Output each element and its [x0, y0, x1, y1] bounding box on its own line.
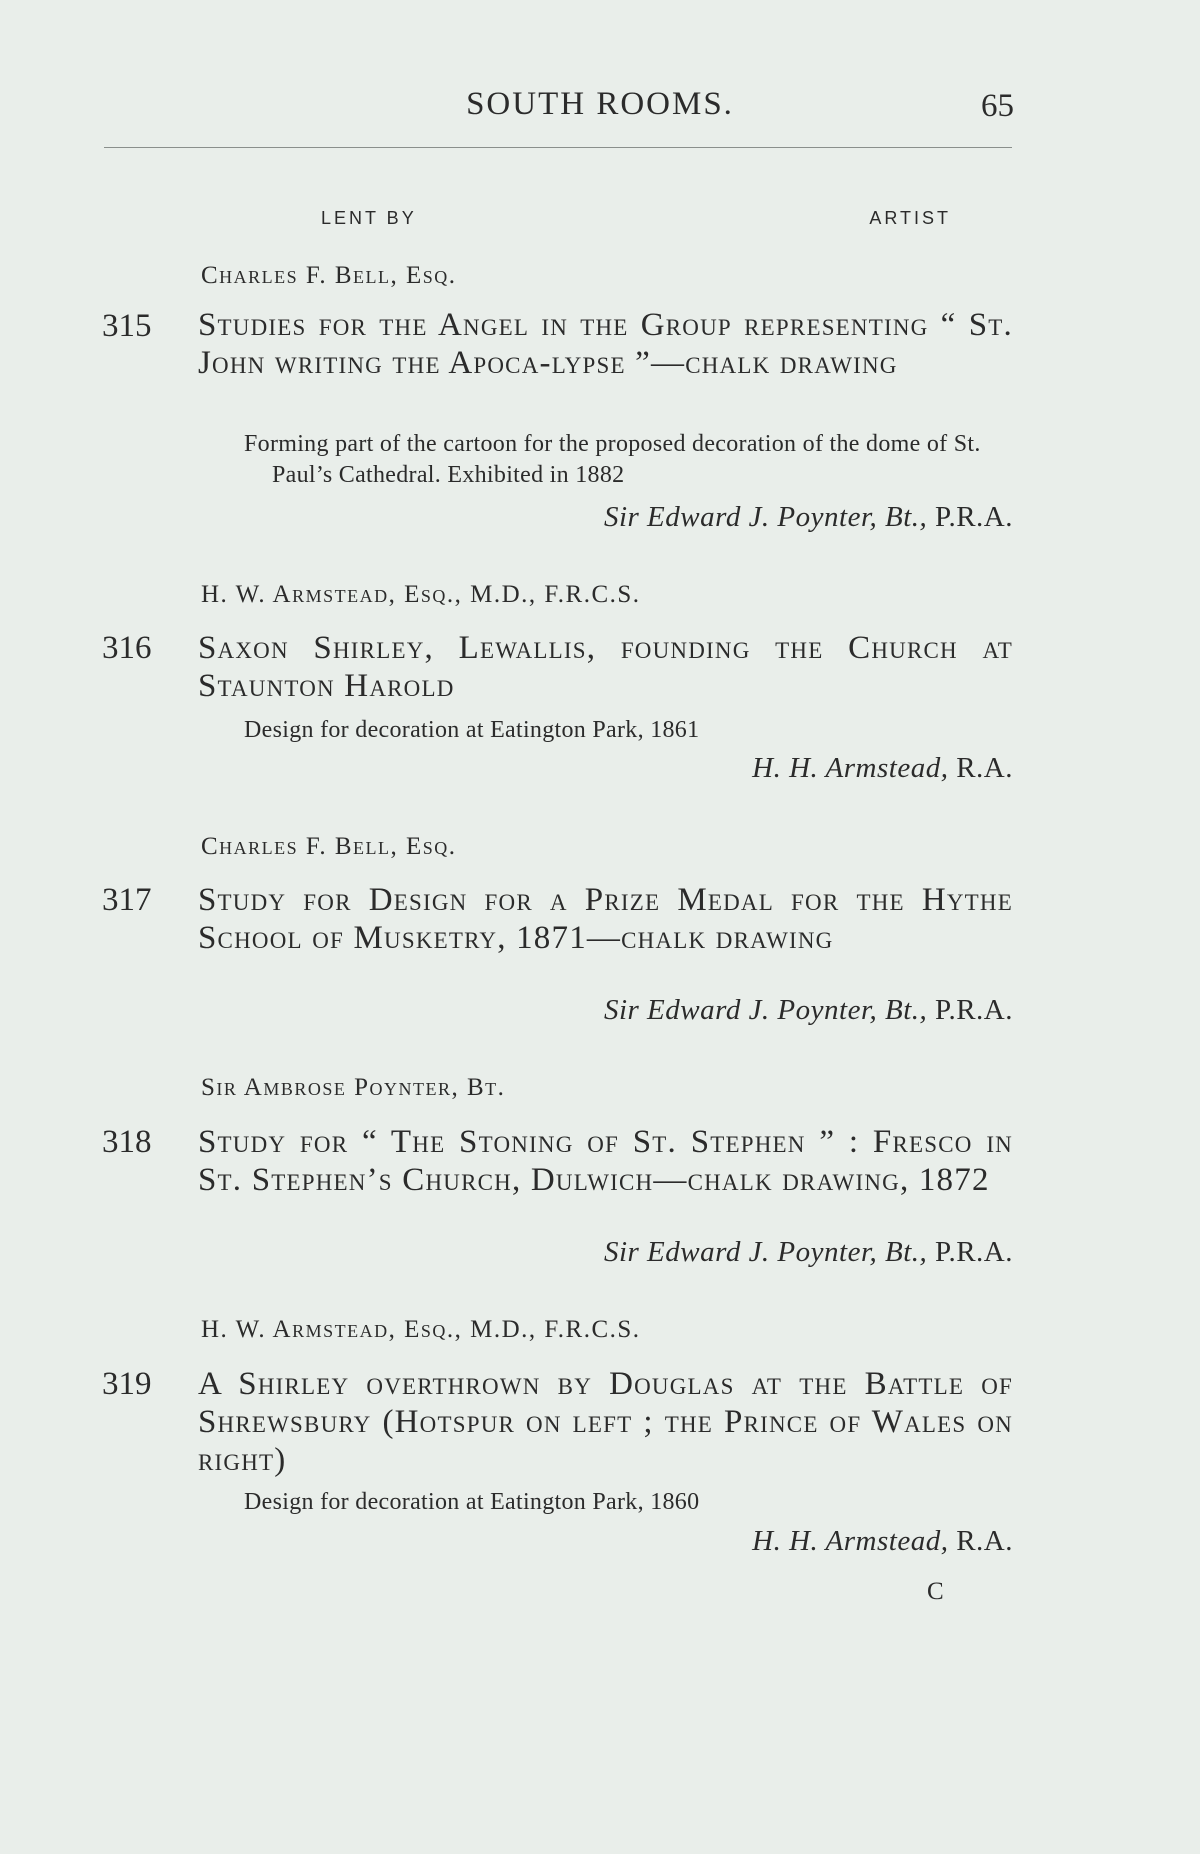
- entry-artist: [604, 501, 1013, 534]
- artist-name: H. H. Armstead,: [752, 752, 949, 784]
- entry-artist: [604, 994, 1013, 1027]
- signature-mark: C: [927, 1578, 944, 1605]
- entry-note: Forming part of the cartoon for the proposed decoration of the dome of St. Paul’s Cathedral. Exhibited in 1882: [244, 431, 981, 488]
- entry-title: A Shirley overthrown by Douglas at the Battle of Shrewsbury (Hotspur on left ; the Prince of Wales on right): [198, 1366, 1013, 1478]
- artist-suffix: R.A.: [956, 1525, 1013, 1557]
- page-title: SOUTH ROOMS.: [466, 86, 734, 122]
- artist-suffix: P.R.A.: [935, 1236, 1013, 1268]
- artist-suffix: P.R.A.: [935, 501, 1013, 533]
- header-rule: [104, 147, 1012, 148]
- lender-name: H. W. Armstead, Esq., M.D., F.R.C.S.: [201, 1316, 641, 1343]
- entry-note: Design for decoration at Eatington Park, 1860: [244, 1489, 700, 1515]
- lent-by-heading: LENT BY: [321, 208, 417, 228]
- artist-heading: ARTIST: [869, 208, 951, 228]
- entry-artist: [752, 1525, 1013, 1558]
- entry-number: 317: [102, 882, 152, 918]
- entry-title: Saxon Shirley, Lewallis, founding the Church at Staunton Harold: [198, 630, 1013, 704]
- artist-name: Sir Edward J. Poynter, Bt.,: [603, 994, 928, 1026]
- entry-number: 315: [102, 308, 152, 344]
- page-number: 65: [981, 88, 1014, 124]
- artist-name: H. H. Armstead,: [752, 1525, 949, 1557]
- entry-title: Study for Design for a Prize Medal for the Hythe School of Musketry, 1871—chalk drawing: [198, 882, 1013, 956]
- entry-artist: [752, 752, 1013, 785]
- entry-number: 319: [102, 1366, 152, 1402]
- artist-suffix: P.R.A.: [935, 994, 1013, 1026]
- running-head: [0, 86, 1200, 126]
- entry-number: 318: [102, 1124, 152, 1160]
- entry-number: 316: [102, 630, 152, 666]
- lender-name: Sir Ambrose Poynter, Bt.: [201, 1074, 506, 1101]
- artist-name: Sir Edward J. Poynter, Bt.,: [603, 1236, 928, 1268]
- entry-note: Design for decoration at Eatington Park, 1861: [244, 717, 700, 743]
- artist-suffix: R.A.: [956, 752, 1013, 784]
- lender-name: Charles F. Bell, Esq.: [201, 262, 457, 289]
- lender-name: H. W. Armstead, Esq., M.D., F.R.C.S.: [201, 581, 641, 608]
- lender-name: Charles F. Bell, Esq.: [201, 833, 457, 860]
- entry-title: Studies for the Angel in the Group representing “ St. John writing the Apoca-lypse ”—chalk drawing: [198, 307, 1013, 381]
- entry-title: Study for “ The Stoning of St. Stephen ” : Fresco in St. Stephen’s Church, Dulwich—chalk drawing, 1872: [198, 1124, 1013, 1198]
- artist-name: Sir Edward J. Poynter, Bt.,: [603, 501, 928, 533]
- column-headings: [0, 208, 1200, 232]
- entry-artist: [604, 1236, 1013, 1269]
